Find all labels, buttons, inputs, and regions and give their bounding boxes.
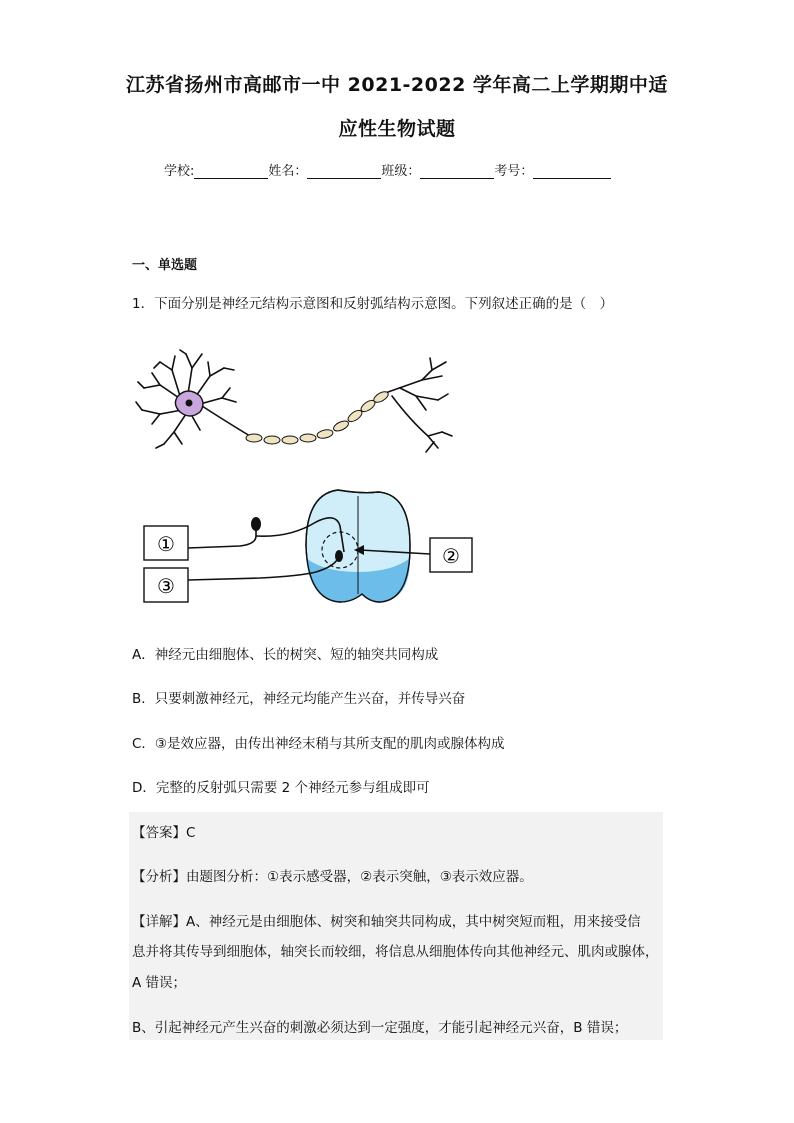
name-label: 姓名： (268, 164, 308, 179)
name-blank[interactable] (307, 164, 381, 179)
student-info-line (164, 160, 611, 179)
section-title: 一、单选题 (132, 258, 198, 273)
label-2: ② (442, 544, 460, 568)
option-c[interactable]: C．③是效应器，由传出神经末稍与其所支配的肌肉或腺体构成 (132, 736, 505, 752)
myelin-sheath (246, 390, 390, 444)
answer-line: 【答案】C (132, 825, 196, 841)
afferent-nerve (188, 530, 256, 548)
document-title-line-2: 应性生物试题 (338, 118, 456, 140)
option-d[interactable]: D．完整的反射弧只需要 2 个神经元参与组成即可 (132, 780, 430, 796)
option-b[interactable]: B．只要刺激神经元，神经元均能产生兴奋，并传导兴奋 (132, 691, 466, 707)
axon-terminals (388, 358, 452, 452)
question-stem: 1．下面分别是神经元结构示意图和反射弧结构示意图。下列叙述正确的是（ ） (132, 296, 614, 312)
axon-initial-segment (202, 406, 250, 436)
class-blank[interactable] (420, 164, 494, 179)
detail-line-3: A 错误； (132, 975, 187, 991)
label-1: ① (157, 532, 175, 556)
class-label: 班级： (381, 164, 421, 179)
ganglion (251, 517, 261, 531)
neuron-diagram (130, 340, 460, 460)
detail-line-2: 息并将其传导到细胞体，轴突长而较细，将信息从细胞体传向其他神经元、肌肉或腺体， (132, 944, 659, 960)
label-3: ③ (157, 574, 175, 598)
school-blank[interactable] (194, 164, 268, 179)
exam-number-blank[interactable] (533, 164, 611, 179)
school-label: 学校: (164, 164, 195, 179)
detail-line-4: B、引起神经元产生兴奋的刺激必须达到一定强度，才能引起神经元兴奋，B 错误； (132, 1020, 628, 1036)
analysis-line: 【分析】由题图分析：①表示感受器，②表示突触，③表示效应器。 (132, 869, 533, 885)
reflex-arc-diagram (140, 486, 480, 610)
option-a[interactable]: A．神经元由细胞体、长的树突、短的轴突共同构成 (132, 647, 439, 663)
exam-number-label: 考号： (494, 164, 534, 179)
neuron-nucleus (186, 400, 193, 407)
document-title-line-1: 江苏省扬州市高邮市一中 2021-2022 学年高二上学期期中适 (126, 74, 668, 96)
detail-line-1: 【详解】A、神经元是由细胞体、树突和轴突共同构成，其中树突短而粗，用来接受信 (132, 914, 641, 930)
